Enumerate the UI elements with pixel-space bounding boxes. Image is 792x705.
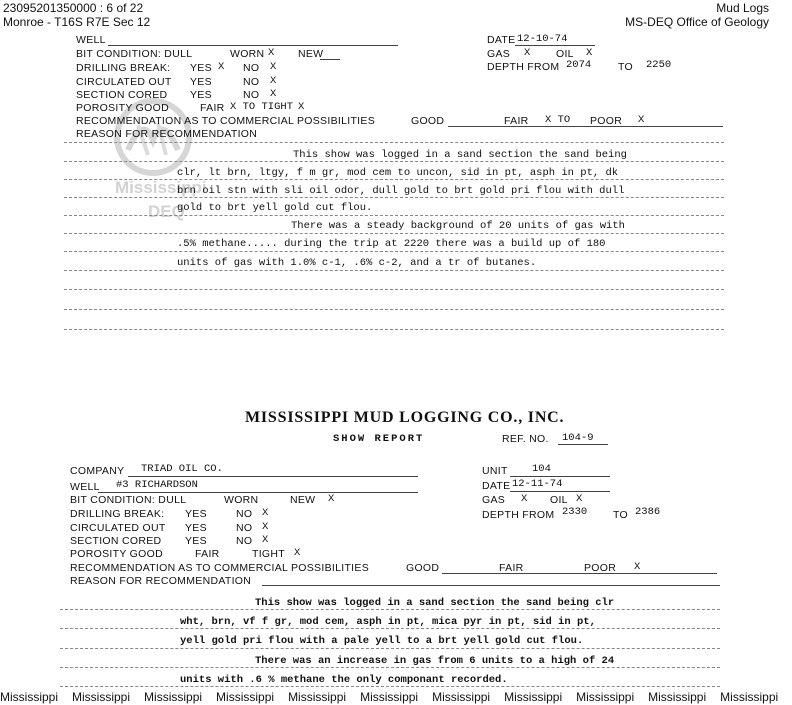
date-label: DATE xyxy=(487,34,516,46)
ruled-line xyxy=(64,309,724,310)
poor-mark: X xyxy=(638,114,645,126)
narrative-line: clr, lt brn, ltgy, f m gr, mod cem to uncon, sid in pt, asph in pt, dk xyxy=(177,167,619,179)
drilling-no-mark: X xyxy=(262,507,269,519)
footer-word: Mississippi xyxy=(72,690,131,704)
poor-label: POOR xyxy=(584,562,617,574)
well-line xyxy=(98,492,418,493)
company-label: COMPANY xyxy=(70,465,125,477)
gas-label: GAS xyxy=(487,48,511,60)
cored-no-label: NO xyxy=(243,89,260,101)
drilling-no-label: NO xyxy=(243,62,260,74)
poor-mark: X xyxy=(634,561,641,573)
date-label: DATE xyxy=(482,480,511,492)
new-label: NEW xyxy=(290,494,316,506)
footer-word: Mississippi xyxy=(432,690,491,704)
oil-mark: X xyxy=(576,493,583,505)
footer-word: Mississippi xyxy=(0,690,59,704)
circulated-no-mark: X xyxy=(262,521,269,533)
company-line xyxy=(128,476,418,477)
footer-word: Mississippi xyxy=(288,690,347,704)
fair-mark: X TO xyxy=(545,114,571,126)
depth-to-label: TO xyxy=(613,509,628,521)
date-value: 12-10-74 xyxy=(517,33,568,45)
ruled-line xyxy=(64,251,724,252)
ruled-line xyxy=(64,329,724,330)
gas-mark: X xyxy=(521,493,528,505)
porosity-mark: X xyxy=(294,547,301,559)
office-label: MS-DEQ Office of Geology xyxy=(625,15,769,29)
depth-to-label: TO xyxy=(618,61,633,73)
recommendation-label: RECOMMENDATION AS TO COMMERCIAL POSSIBILITIES xyxy=(76,115,375,127)
ref-no-label: REF. NO. xyxy=(502,433,549,445)
ruled-line xyxy=(64,197,724,198)
circulated-no-label: NO xyxy=(243,76,260,88)
new-mark: X xyxy=(328,493,335,505)
porosity-label: POROSITY GOOD xyxy=(76,102,169,114)
new-line xyxy=(320,59,340,60)
depth-to-value: 2386 xyxy=(635,506,661,518)
narrative-line: units with .6 % methane the only componant recorded. xyxy=(180,674,508,686)
recommendation-label: RECOMMENDATION AS TO COMMERCIAL POSSIBILITIES xyxy=(70,562,369,574)
good-label: GOOD xyxy=(406,562,440,574)
narrative-line: This show was logged in a sand section the sand being clr xyxy=(255,597,615,609)
category-label: Mud Logs xyxy=(716,1,769,15)
narrative-line: yell gold pri flou with a pale yell to a brt yell gold cut flou. xyxy=(180,635,584,647)
new-label: NEW xyxy=(298,48,324,60)
footer-word: Mississippi xyxy=(576,690,635,704)
cored-no-mark: X xyxy=(262,534,269,546)
porosity-value: X TO TIGHT xyxy=(230,101,294,113)
recommendation-line xyxy=(448,126,723,127)
porosity-mark: X xyxy=(298,101,305,113)
ruled-line xyxy=(64,142,724,143)
well-line xyxy=(108,45,398,46)
worn-label: WORN xyxy=(224,494,259,506)
bit-condition-label: BIT CONDITION: DULL xyxy=(76,48,193,60)
circulated-yes-label: YES xyxy=(185,522,207,534)
watermark-mississippi: Mississippi xyxy=(115,178,207,197)
drilling-break-label: DRILLING BREAK: xyxy=(76,62,171,74)
good-label: GOOD xyxy=(411,115,445,127)
footer-word: Mississippi xyxy=(360,690,419,704)
worn-mark: X xyxy=(268,47,275,59)
watermark-deq: DEQ xyxy=(148,202,185,221)
ruled-line xyxy=(64,270,724,271)
ruled-line xyxy=(60,686,720,687)
cored-no-mark: X xyxy=(270,88,277,100)
worn-label: WORN xyxy=(230,48,265,60)
well-label: WELL xyxy=(76,34,106,46)
depth-from-value: 2330 xyxy=(562,506,588,518)
porosity-fair-label: FAIR xyxy=(200,102,225,114)
unit-label: UNIT xyxy=(482,465,508,477)
narrative-line: There was an increase in gas from 6 units to a high of 24 xyxy=(255,655,615,667)
footer-word: Mississippi xyxy=(504,690,563,704)
drilling-yes-label: YES xyxy=(185,508,207,520)
circulated-out-label: CIRCULATED OUT xyxy=(70,522,166,534)
ref-line xyxy=(558,444,608,445)
drilling-yes-label: YES xyxy=(190,62,212,74)
ruled-line xyxy=(60,648,720,649)
oil-label: OIL xyxy=(550,494,568,506)
ruled-line xyxy=(60,667,720,668)
reason-label: REASON FOR RECOMMENDATION xyxy=(76,128,258,140)
footer-word: Mississippi xyxy=(216,690,275,704)
drilling-break-label: DRILLING BREAK: xyxy=(70,508,165,520)
section-cored-label: SECTION CORED xyxy=(70,535,162,547)
footer-watermark xyxy=(0,690,779,705)
reason-line xyxy=(262,585,720,586)
circulated-out-label: CIRCULATED OUT xyxy=(76,76,172,88)
report-title: SHOW REPORT xyxy=(333,433,425,445)
reason-label: REASON FOR RECOMMENDATION xyxy=(70,575,252,587)
date-line xyxy=(510,491,610,492)
porosity-tight-label: TIGHT xyxy=(252,548,285,560)
footer-word: Mississippi xyxy=(648,690,707,704)
section-cored-label: SECTION CORED xyxy=(76,89,168,101)
footer-word: Mississippi xyxy=(144,690,203,704)
narrative-line: units of gas with 1.0% c-1, .6% c-2, and a tr of butanes. xyxy=(177,257,537,269)
oil-mark: X xyxy=(586,47,593,59)
circulated-yes-label: YES xyxy=(190,76,212,88)
fair-label: FAIR xyxy=(504,115,529,127)
gas-mark: X xyxy=(524,47,531,59)
narrative-line: brn oil stn with sli oil odor, dull gold to brt gold pri flou with dull xyxy=(177,185,625,197)
oil-label: OIL xyxy=(556,48,574,60)
gas-label: GAS xyxy=(482,494,506,506)
depth-from-label: DEPTH FROM xyxy=(482,509,555,521)
porosity-label: POROSITY GOOD xyxy=(70,548,163,560)
ruled-line xyxy=(60,628,720,629)
unit-value: 104 xyxy=(532,463,551,475)
bit-condition-label: BIT CONDITION: DULL xyxy=(70,494,187,506)
depth-from-label: DEPTH FROM xyxy=(487,61,560,73)
location-label: Monroe - T16S R7E Sec 12 xyxy=(3,15,151,29)
date-line xyxy=(515,45,595,46)
ref-no-value: 104-9 xyxy=(562,432,594,444)
ruled-line xyxy=(64,161,724,162)
document-id: 23095201350000 : 6 of 22 xyxy=(3,1,144,15)
poor-label: POOR xyxy=(590,115,623,127)
circulated-no-mark: X xyxy=(270,75,277,87)
depth-from-value: 2074 xyxy=(566,59,592,71)
narrative-line: .5% methane..... during the trip at 2220 there was a build up of 180 xyxy=(177,238,606,250)
ruled-line xyxy=(64,233,724,234)
company-title: MISSISSIPPI MUD LOGGING CO., INC. xyxy=(245,409,565,426)
footer-word: Mississippi xyxy=(720,690,779,704)
drilling-no-mark: X xyxy=(270,61,277,73)
narrative-line: There was a steady background of 20 units of gas with xyxy=(291,220,625,232)
unit-line xyxy=(510,476,610,477)
circulated-no-label: NO xyxy=(236,522,253,534)
well-value: #3 RICHARDSON xyxy=(116,479,198,491)
ruled-line xyxy=(64,289,724,290)
cored-yes-label: YES xyxy=(185,535,207,547)
company-value: TRIAD OIL CO. xyxy=(141,463,223,475)
drilling-no-label: NO xyxy=(236,508,253,520)
narrative-line: This show was logged in a sand section the sand being xyxy=(293,149,627,161)
depth-to-value: 2250 xyxy=(646,59,672,71)
fair-label: FAIR xyxy=(499,562,524,574)
date-value: 12-11-74 xyxy=(512,478,563,490)
ruled-line xyxy=(60,609,720,610)
well-label: WELL xyxy=(70,481,100,493)
ruled-line xyxy=(64,215,724,216)
recommendation-line xyxy=(442,573,717,574)
cored-yes-label: YES xyxy=(190,89,212,101)
cored-no-label: NO xyxy=(236,535,253,547)
narrative-line: wht, brn, vf f gr, mod cem, asph in pt, mica pyr in pt, sid in pt, xyxy=(180,616,596,628)
drilling-yes-mark: X xyxy=(218,61,225,73)
narrative-line: gold to brt yell gold cut flou. xyxy=(177,202,373,214)
porosity-fair-label: FAIR xyxy=(195,548,220,560)
ruled-line xyxy=(64,179,724,180)
